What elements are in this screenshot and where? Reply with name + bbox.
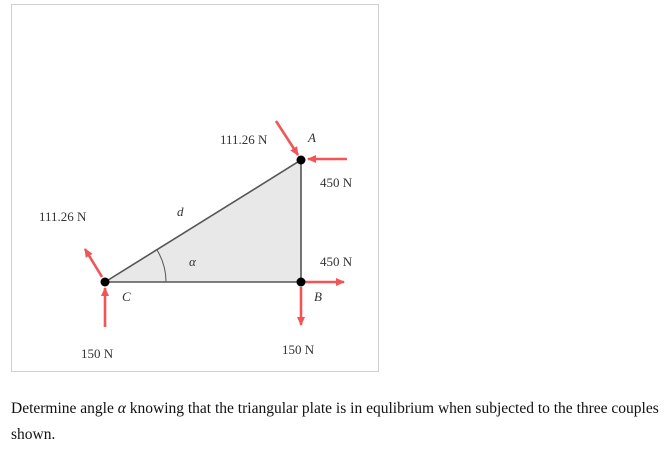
- label-force-a-diagonal: 111.26 N: [220, 132, 268, 147]
- label-angle-alpha: α: [189, 254, 196, 269]
- force-c-diagonal-arrow: [85, 249, 102, 277]
- problem-alpha-symbol: α: [117, 400, 126, 417]
- problem-text-end: knowing that the triangular plate is in equlibrium when subjected to the three couples shown.: [11, 400, 659, 443]
- equilibrium-diagram: [12, 5, 380, 373]
- problem-text-start: Determine angle: [11, 400, 118, 417]
- label-force-b-horizontal: 450 N: [320, 254, 353, 269]
- label-force-c-diagonal: 111.26 N: [39, 209, 87, 224]
- label-point-a: A: [308, 130, 316, 145]
- figure-frame: [11, 4, 379, 372]
- node-c: [101, 278, 110, 287]
- label-length-d: d: [177, 204, 184, 219]
- problem-statement: [11, 396, 661, 448]
- triangular-plate: [105, 160, 301, 282]
- label-force-a-horizontal: 450 N: [320, 175, 353, 190]
- label-force-c-vertical: 150 N: [81, 346, 114, 361]
- label-force-b-vertical: 150 N: [282, 342, 315, 357]
- label-point-c: C: [122, 289, 131, 304]
- force-a-diagonal-arrow: [276, 121, 298, 155]
- label-point-b: B: [314, 289, 322, 304]
- node-a: [297, 156, 306, 165]
- node-b: [297, 278, 306, 287]
